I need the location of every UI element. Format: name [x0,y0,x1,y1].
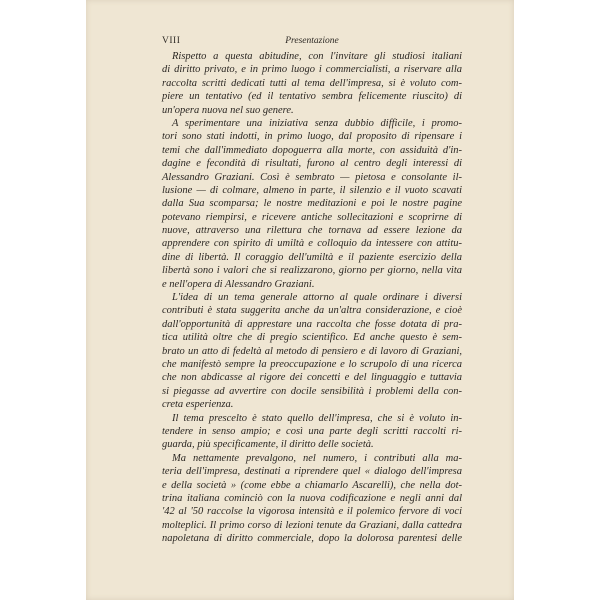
text-line: creta esperienza. [162,399,234,411]
text-line: brato un atto di fedeltà al metodo di pensiero e di lavoro di Graziani, [162,345,462,357]
text-line: teria dell'impresa, destinati a riprendere quel « dialogo dell'impresa [162,466,462,478]
text-line: contributi è stata suggerita anche da un'altra considerazione, e cioè [162,305,462,317]
text-line: '42 al '50 raccolse la vigorosa intensità e il polemico fervore di voci [162,506,462,518]
text-line: apprendere con spirito di umiltà e colloquio da intessere con attitu- [162,238,462,250]
body-text [162,50,462,545]
text-line: temi che dall'immediato dopoguerra alla morte, con assiduità d'in- [162,144,462,156]
text-line: tica utilità oltre che di pregio scientifico. Ed anche questo è sem- [162,332,462,344]
text-line: guarda, più specificamente, il diritto delle società. [162,439,374,451]
page-number: VIII [162,36,181,46]
text-line: potevano riempirsi, e ricevere antiche sollecitazioni e scoprirne di [162,211,462,223]
text-line: A sperimentare una iniziativa senza dubbio difficile, i promo- [172,117,462,129]
text-line: si piegasse ad avvertire con docile sensibilità i problemi della con- [162,385,462,397]
text-line: libertà sono i valori che si realizzarono, giorno per giorno, nella vita [162,265,462,277]
text-line: molteplici. Il primo corso di lezioni tenute da Graziani, dalla cattedra [162,519,462,531]
text-line: L'idea di un tema generale attorno al quale ordinare i diversi [172,292,462,304]
text-line: Alessandro Graziani. Così è sembrato — pietosa e consolante il- [162,171,462,183]
text-line: un'opera nuova nel suo genere. [162,104,294,116]
text-line: dine di libertà. Il coraggio dell'umiltà e il paziente esercizio della [162,251,462,263]
text-line: trina italiana cominciò con la nuova codificazione e negli anni dal [162,492,462,504]
text-line: tori sono stati indotti, in primo luogo, dal proposito di ripensare i [162,131,462,143]
text-line: dalla Sua scomparsa; le nostre meditazioni e poi le nostre pagine [162,198,462,210]
text-line: piere un tentativo (ed il tentativo sembra felicemente riuscito) di [162,91,462,103]
text-line: Ma nettamente prevalgono, nel numero, i contributi alla ma- [172,452,462,464]
text-line: dagine e fecondità di risultati, furono al centro degli interessi di [162,158,462,170]
page-header [162,36,462,48]
text-line: e nell'opera di Alessandro Graziani. [162,278,315,290]
text-line: Il tema prescelto è stato quello dell'impresa, che si è voluto in- [172,412,462,424]
text-line: napoletana di diritto commerciale, dopo la dolorosa parentesi delle [162,533,462,545]
text-line: Rispetto a questa abitudine, con l'invitare gli studiosi italiani [172,51,462,62]
text-line: raccolta scritti dedicati tutti al tema dell'impresa, si è voluto com- [162,77,462,89]
running-title: Presentazione [285,36,339,46]
text-line: nuove, attraverso una rilettura che tornava ad essere lezione da [162,225,462,237]
text-line: lusione — di colmare, almeno in parte, il silenzio e il vuoto scavati [162,184,462,196]
text-line: tendere in senso ampio; e così una parte degli scritti raccolti ri- [162,425,462,437]
text-line: di diritto privato, e in primo luogo i commercialisti, a riservare alla [162,64,462,76]
text-line: dall'opportunità di apprestare una raccolta che fosse dotata di pra- [162,318,462,330]
book-page [86,0,514,600]
text-line: che non abdicasse al rigore dei concetti e del linguaggio e tuttavia [162,372,462,384]
text-line: che manifestò sempre la preoccupazione e lo scrupolo di una ricerca [162,358,462,370]
text-line: e della società » (come ebbe a chiamarlo Ascarelli), che nella dot- [162,479,462,491]
